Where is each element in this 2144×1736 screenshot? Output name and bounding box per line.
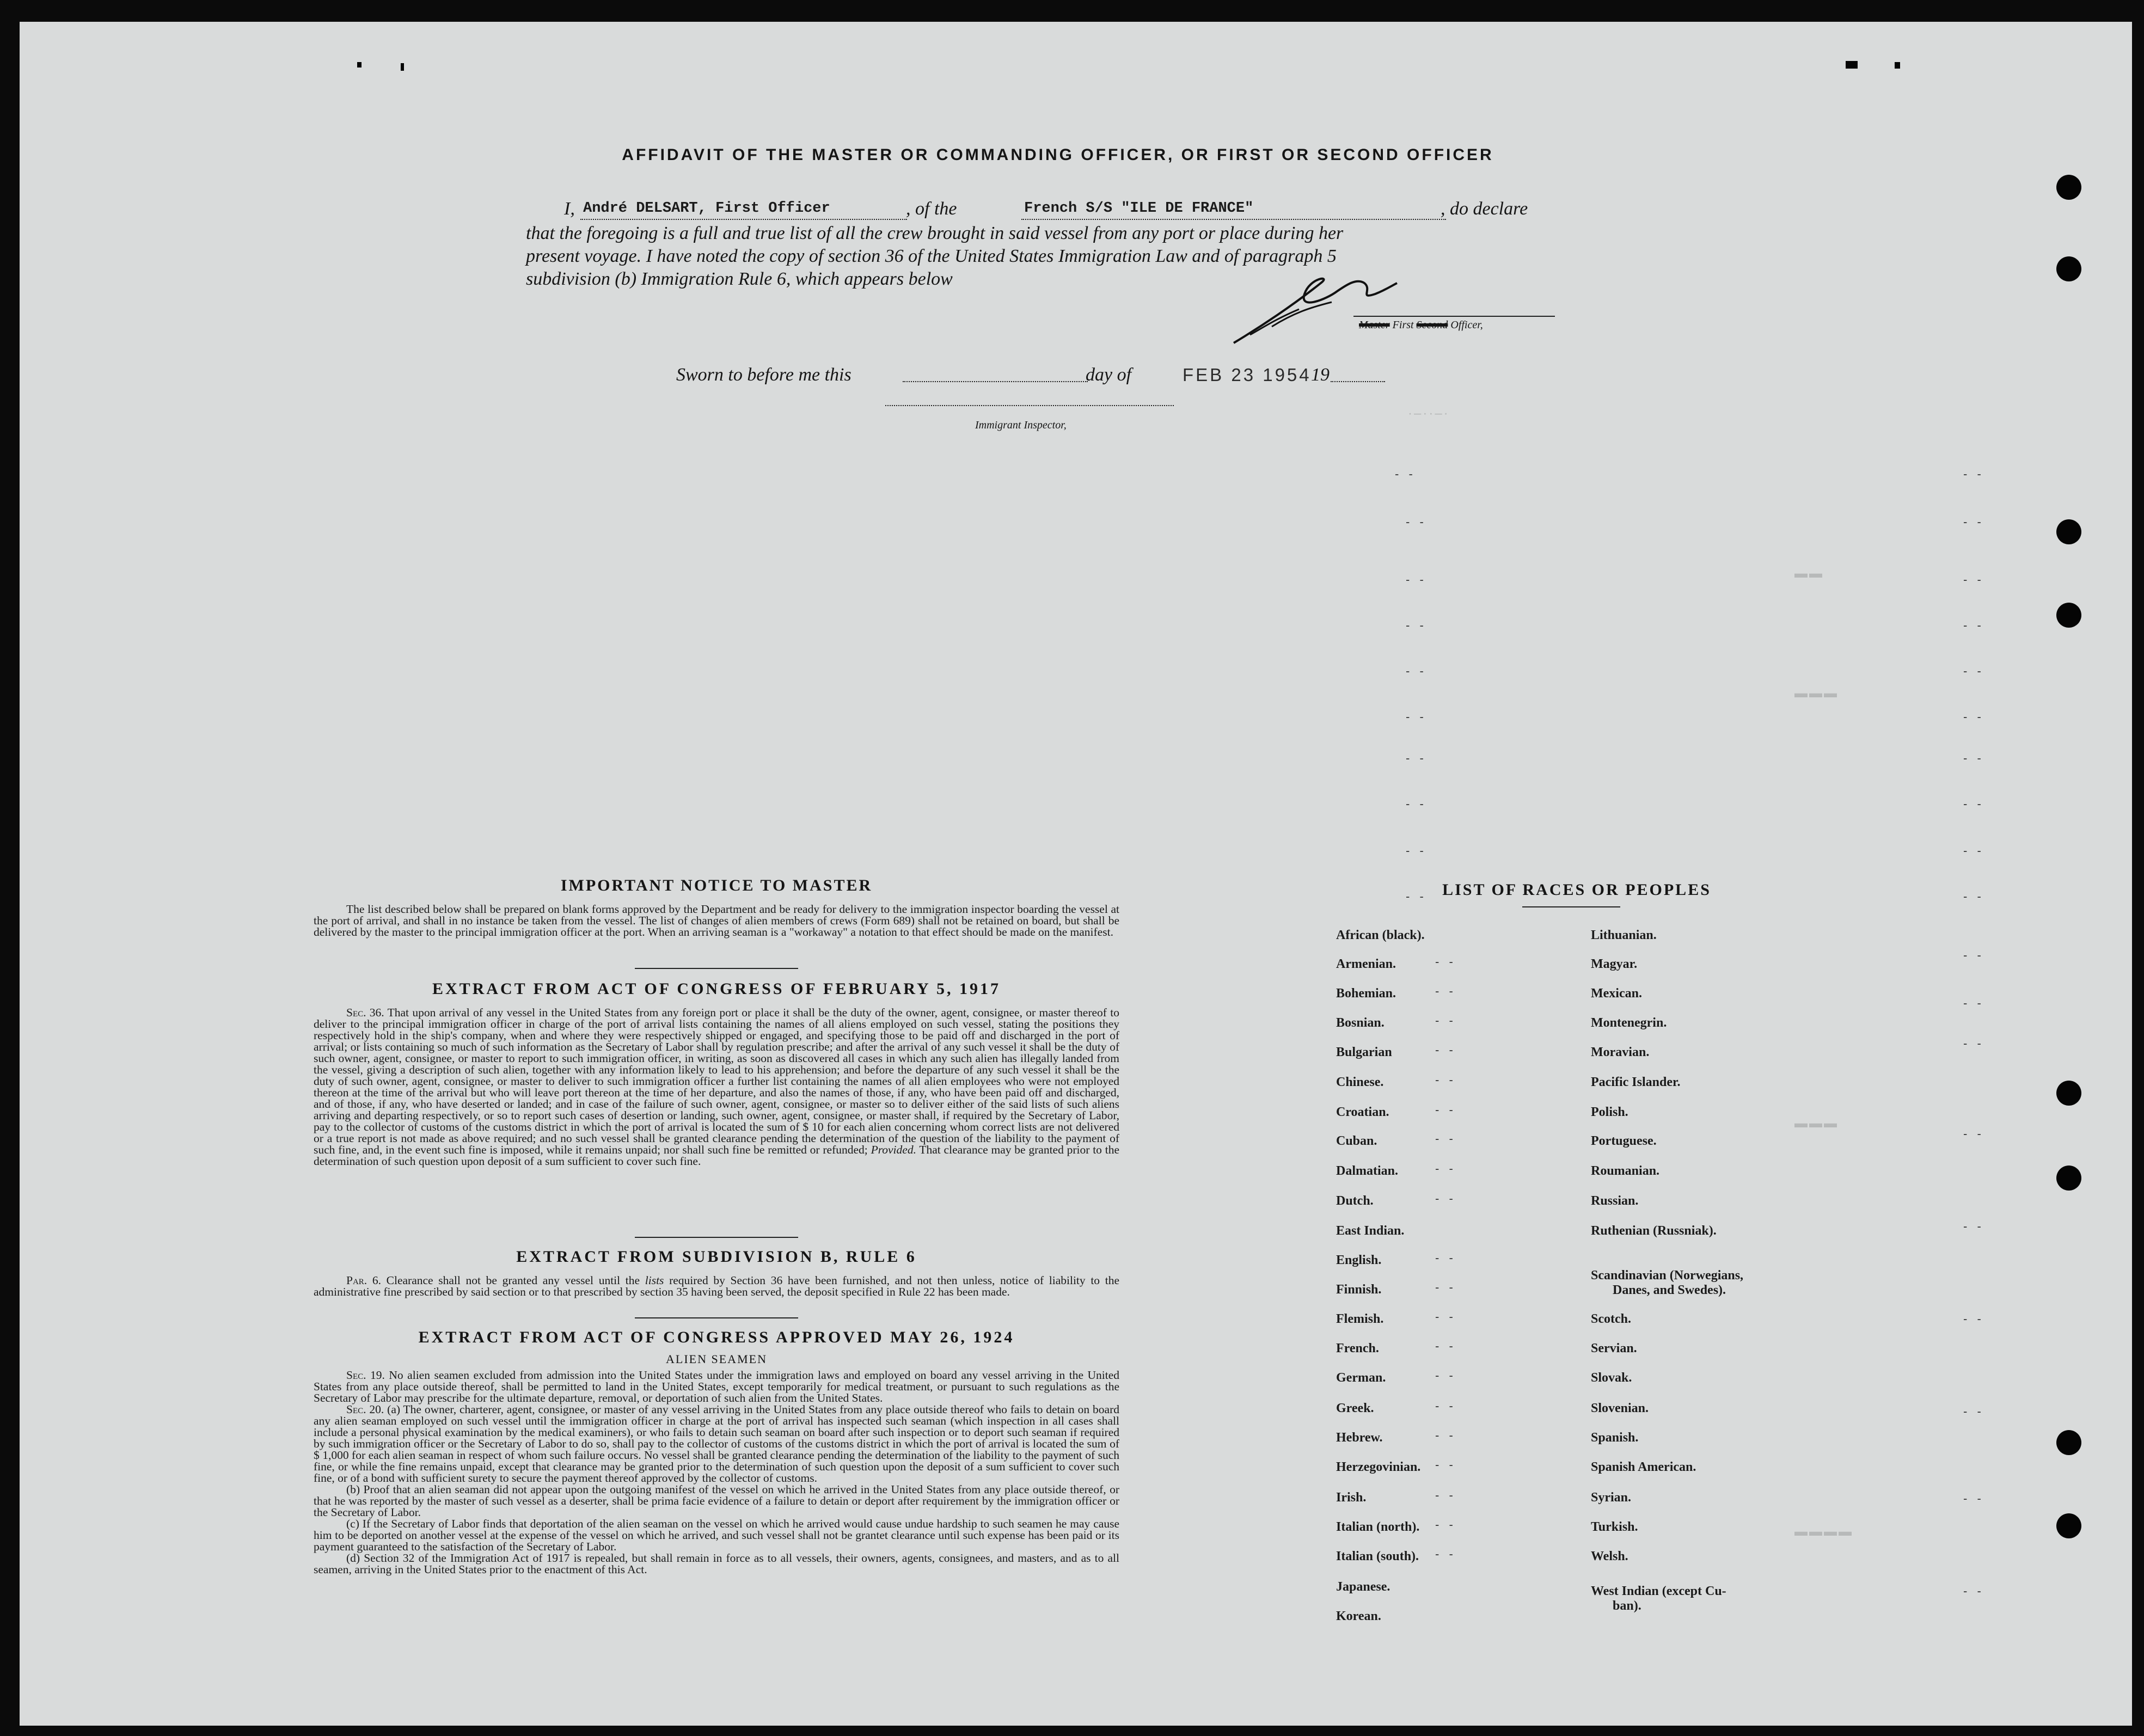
race-item: Hebrew. <box>1336 1431 1383 1445</box>
notice-divider <box>635 968 798 969</box>
ditto-mark: - - <box>1406 751 1427 765</box>
ditto-mark: - - <box>1963 1219 1984 1233</box>
ditto-mark: - - <box>1435 1310 1456 1323</box>
binder-hole <box>2056 1165 2081 1191</box>
ditto-mark: - - <box>1963 618 1984 632</box>
bleed-through-text: ▬▬▬ <box>1794 686 1839 701</box>
race-item: English. <box>1336 1253 1382 1267</box>
ditto-mark: - - <box>1435 1073 1456 1087</box>
race-item: Flemish. <box>1336 1312 1384 1326</box>
bleed-through-text: ·–··–· <box>1408 406 1450 421</box>
rule6-title: EXTRACT FROM SUBDIVISION B, RULE 6 <box>516 1248 917 1266</box>
binder-hole <box>2056 1430 2081 1455</box>
vessel-name: French S/S "ILE DE FRANCE" <box>1024 200 1254 217</box>
par-6-label: Par. 6. <box>346 1274 381 1287</box>
ditto-mark: - - <box>1963 1404 1984 1418</box>
corner-mark <box>1895 62 1900 69</box>
bleed-through-text: ▬▬▬▬ <box>1794 1524 1853 1539</box>
bleed-through-text: ▬▬ <box>1794 566 1824 581</box>
race-item: Ruthenian (Russniak). <box>1591 1224 1717 1238</box>
binder-hole <box>2056 175 2081 200</box>
race-item: Finnish. <box>1336 1283 1382 1297</box>
race-item: Roumanian. <box>1591 1164 1660 1178</box>
ditto-mark: - - <box>1963 467 1984 481</box>
sec-19-text: No alien seamen excluded from admission into the United States under the immigration laws and employed on board any vessel arriving in the United States from any place outside thereof, shall be permitted to land in the United States, except temporarily for medical treatment, or pursuant to such regulations as the Secretary of Labor may prescribe for the ultimate departure, removal, or deportation of such alien from the United States. <box>314 1369 1120 1404</box>
year-prefix: 19 <box>1311 365 1330 385</box>
race-item: Scandinavian (Norwegians, <box>1591 1268 1744 1283</box>
ditto-mark: - - <box>1406 573 1427 586</box>
ditto-mark: - - <box>1963 797 1984 811</box>
race-item: West Indian (except Cu- <box>1591 1584 1726 1598</box>
extract-1917-title: EXTRACT FROM ACT OF CONGRESS OF FEBRUARY 5, 1917 <box>432 980 1001 998</box>
race-item: German. <box>1336 1371 1386 1385</box>
race-item: French. <box>1336 1341 1379 1355</box>
ditto-mark: - - <box>1963 1492 1984 1505</box>
name-underline <box>580 219 907 220</box>
ditto-mark: - - <box>1435 1280 1456 1294</box>
race-item: Magyar. <box>1591 957 1638 971</box>
binder-hole <box>2056 1081 2081 1106</box>
ditto-mark: - - <box>1435 1458 1456 1471</box>
ditto-mark: - - <box>1963 890 1984 903</box>
race-item: Korean. <box>1336 1609 1381 1623</box>
ditto-mark: - - <box>1435 1339 1456 1353</box>
ditto-mark: - - <box>1435 1428 1456 1442</box>
binder-hole <box>2056 603 2081 628</box>
sec-36-text-end: That clearance may be granted prior to the determination of such question upon deposit of a sum sufficient to cover such fine. <box>314 1143 1119 1168</box>
sec-36-label: Sec. 36. <box>346 1006 384 1019</box>
ditto-mark: - - <box>1963 710 1984 723</box>
ditto-mark: - - <box>1435 1103 1456 1117</box>
first-label: First <box>1392 319 1414 331</box>
affidavit-i: I, <box>564 199 575 219</box>
extract-1917-text <box>314 1007 1119 1167</box>
corner-mark <box>401 63 404 71</box>
signature-line <box>1353 316 1555 317</box>
race-item: Cuban. <box>1336 1134 1377 1148</box>
ditto-mark: - - <box>1435 1547 1456 1561</box>
race-item: Dalmatian. <box>1336 1164 1398 1178</box>
affidavit-line-4: subdivision (b) Immigration Rule 6, which appears below <box>526 269 953 289</box>
race-item: ban). <box>1613 1599 1641 1613</box>
race-item: Russian. <box>1591 1194 1639 1208</box>
rule6-divider <box>635 1317 798 1318</box>
ditto-mark: - - <box>1395 467 1416 481</box>
sec-20c-paragraph: (c) If the Secretary of Labor finds that deportation of the alien seaman on the vessel on which he arrived would cause undue hardship to such seamen he may cause him to be deported on another vessel at the expense of the vessel on which he arrived, and such vessel shall not be grantet clearance until such expense has been paid or its payment guaranteed to the satisfaction of the Secretary of Labor. <box>314 1517 1119 1553</box>
ditto-mark: - - <box>1963 1584 1984 1598</box>
lists-word: lists <box>645 1274 664 1287</box>
race-item: Armenian. <box>1336 957 1396 971</box>
date-stamp: FEB 23 1954 <box>1183 365 1312 385</box>
race-item: Welsh. <box>1591 1549 1628 1563</box>
ditto-mark: - - <box>1963 948 1984 962</box>
race-item: Spanish American. <box>1591 1460 1696 1474</box>
binder-hole <box>2056 1513 2081 1538</box>
ditto-mark: - - <box>1435 1488 1456 1502</box>
document-page <box>20 22 2132 1726</box>
sec-36-paragraph <box>314 1007 1119 1167</box>
binder-hole <box>2056 519 2081 544</box>
ditto-mark: - - <box>1963 1036 1984 1050</box>
notice-paragraph: The list described below shall be prepared on blank forms approved by the Department and be ready for delivery to the immigration inspector boarding the vessel at the port of arrival, and shall in no instance be taken from the vessel. The list of changes of alien members of crews (Form 689) shall not be retained on board, but shall be delivered by the master to the principal immigration officer at the port. When an arriving seaman is a "workaway" a notation to that effect should be made on the manifest. <box>314 903 1119 938</box>
corner-mark <box>357 62 362 68</box>
race-item: Dutch. <box>1336 1194 1374 1208</box>
affiant-name: André DELSART, First Officer <box>583 200 830 217</box>
officer-label: Officer, <box>1450 319 1483 331</box>
affidavit-line-3: present voyage. I have noted the copy of section 36 of the United States Immigration Law and of paragraph 5 <box>526 246 1337 266</box>
ditto-mark: - - <box>1963 751 1984 765</box>
race-item: Portuguese. <box>1591 1134 1657 1148</box>
binder-hole <box>2056 256 2081 281</box>
par-6-text-a: Clearance shall not be granted any vessel until the <box>386 1274 640 1287</box>
provided-word: Provided. <box>871 1143 916 1156</box>
race-item: Italian (south). <box>1336 1549 1419 1563</box>
ditto-mark: - - <box>1406 664 1427 678</box>
ditto-mark: - - <box>1435 955 1456 968</box>
race-item: Japanese. <box>1336 1580 1390 1594</box>
affidavit-do-declare: , do declare <box>1441 199 1528 219</box>
ditto-mark: - - <box>1435 1399 1456 1413</box>
inspector-line <box>885 405 1174 406</box>
ditto-mark: - - <box>1435 1518 1456 1531</box>
ditto-mark: - - <box>1406 618 1427 632</box>
sec-20-label: Sec. 20. <box>346 1403 384 1416</box>
extract-1924-title: EXTRACT FROM ACT OF CONGRESS APPROVED MAY 26, 1924 <box>418 1328 1015 1346</box>
race-item: Syrian. <box>1591 1490 1632 1505</box>
ditto-mark: - - <box>1435 1192 1456 1205</box>
race-item: Lithuanian. <box>1591 928 1657 942</box>
race-item: Croatian. <box>1336 1105 1389 1119</box>
races-divider <box>1522 906 1620 907</box>
ditto-mark: - - <box>1435 1251 1456 1265</box>
race-item: East Indian. <box>1336 1224 1405 1238</box>
inspector-label: Immigrant Inspector, <box>975 419 1067 431</box>
sworn-day-line <box>903 381 1088 382</box>
sworn-label: Sworn to before me this <box>676 365 852 385</box>
ditto-mark: - - <box>1435 1369 1456 1382</box>
sec-19-paragraph <box>314 1370 1119 1404</box>
race-item: Slovenian. <box>1591 1401 1649 1415</box>
sec-20b-paragraph: (b) Proof that an alien seaman did not appear upon the outgoing manifest of the vessel on which he arrived in the United States from any place outside thereof, or that he was reported by the master of such vessel as a deserter, shall be prima facie evidence of a failure to detain or deport after requirement by the immigration officer or the Secretary of Labor. <box>314 1483 1119 1519</box>
race-item: Polish. <box>1591 1105 1628 1119</box>
ditto-mark: - - <box>1963 1312 1984 1326</box>
bleed-through-text: ▬▬▬ <box>1794 1116 1839 1131</box>
ditto-mark: - - <box>1963 573 1984 586</box>
race-item: African (black). <box>1336 928 1425 942</box>
ditto-mark: - - <box>1406 515 1427 529</box>
race-item: Mexican. <box>1591 986 1642 1001</box>
sec-36-text: That upon arrival of any vessel in the United States from any foreign port or place it shall be the duty of the owner, agent, consignee, or master thereof to deliver to the principal immigration officer in charge of the port of arrival lists containing the names of all aliens employed on such vessel, stating the positions they respectively hold in the ship's company, when and where they were respectively shipped or engaged, and specifying those to be paid off and discharged in the port of arrival; or lists containing so much of such information as the Secretary of Labor shall by regulation prescribe; and after the arrival of any such vessel it shall be the duty of such owner, agent, consignee, or master to report to such immigration officer, in writing, as soon as discovered all cases in which any such alien has illegally landed from the vessel, giving a description of such alien, together with any information likely to lead to his apprehension; and before the departure of any such vessel it shall be the duty of such owner, agent, consignee, or master to deliver to such immigration officer a further list containing the names of all alien employees who were not employed thereon at the time of the arrival but who will leave port thereon at the time of her departure, and also the names of those, if any, who have been paid off and discharged, and of those, if any, who have deserted or landed; and in case of the failure of such owner, agent, consignee, or master so to deliver either of the said lists of such aliens arriving and departing respectively, or so to report such cases of desertion or landing, such owner, agent, consignee, or master shall, if required by the Secretary of Labor, pay to the collector of customs of the customs district in which the port of arrival is located the sum of $ 10 for each alien concerning whom correct lists are not delivered or a true report is not made as above required; and no such vessel shall be granted clearance pending the determination of the question of the liability to the payment of such fine, and, in the event such fine is imposed, while it remains unpaid; nor shall such fine be remitted or refunded; <box>314 1006 1119 1156</box>
affidavit-line-2: that the foregoing is a full and true list of all the crew brought in said vessel from any port or place during her <box>526 223 1344 243</box>
race-item: Slovak. <box>1591 1371 1632 1385</box>
officer-signature <box>1228 261 1413 348</box>
alien-seamen-subtitle: ALIEN SEAMEN <box>666 1352 767 1366</box>
sec-20a-text: (a) The owner, charterer, agent, consignee, or master of any vessel arriving in the United States from any place outside thereof who fails to detain on board any alien seaman employed on such vessel until the immigration officer in charge at the port of arrival has inspected such seaman (which inspection in all cases shall include a personal physical examination by the medical examiners), or who fails to detain such seaman on board after such inspection or to deport such seaman if required by such immigration officer or the Secretary of Labor to do so, shall pay to the collector of customs of the customs district in which the port of arrival is located the sum of $ 1,000 for each alien seaman in respect of whom such failure occurs. No vessel shall be granted clearance pending the determination of the liability to the payment of such fine, or while the fine remains unpaid, except that clearance may be granted prior to the determination of such question upon the deposit of a sum sufficient to cover such fine, or of a bond with sufficient surety to secure the payment thereof approved by the collector of customs. <box>314 1403 1120 1485</box>
extract-1924-text <box>314 1370 1119 1575</box>
ditto-mark: - - <box>1435 1162 1456 1175</box>
day-of-label: day of <box>1086 365 1132 385</box>
ditto-mark: - - <box>1406 844 1427 857</box>
ditto-mark: - - <box>1435 984 1456 998</box>
ditto-mark: - - <box>1963 844 1984 857</box>
rule6-text <box>314 1275 1119 1298</box>
race-item: Scotch. <box>1591 1312 1631 1326</box>
notice-title: IMPORTANT NOTICE TO MASTER <box>560 876 873 894</box>
ditto-mark: - - <box>1406 710 1427 723</box>
vessel-underline <box>1021 219 1446 220</box>
ditto-mark: - - <box>1963 664 1984 678</box>
affidavit-title: AFFIDAVIT OF THE MASTER OR COMMANDING OFFICER, OR FIRST OR SECOND OFFICER <box>622 146 1494 164</box>
race-item: Bosnian. <box>1336 1016 1385 1030</box>
race-item: Italian (north). <box>1336 1520 1420 1534</box>
sec-20d-paragraph: (d) Section 32 of the Immigration Act of 1917 is repealed, but shall remain in force as to all vessels, their owners, agents, consignees, and masters, and as to all seamen, arriving in the United States prior to the enactment of this Act. <box>314 1551 1119 1576</box>
race-item: Chinese. <box>1336 1075 1384 1089</box>
race-item: Herzegovinian. <box>1336 1460 1421 1474</box>
race-item: Moravian. <box>1591 1045 1650 1059</box>
ditto-mark: - - <box>1963 515 1984 529</box>
race-item: Greek. <box>1336 1401 1374 1415</box>
race-item: Spanish. <box>1591 1431 1639 1445</box>
ditto-mark: - - <box>1963 996 1984 1010</box>
extract-1917-divider <box>635 1237 798 1238</box>
race-item: Servian. <box>1591 1341 1637 1355</box>
race-item: Bohemian. <box>1336 986 1396 1001</box>
officer-title <box>1359 319 1483 332</box>
race-item: Danes, and Swedes). <box>1613 1283 1726 1297</box>
sec-20a-paragraph <box>314 1404 1119 1484</box>
par-6-paragraph <box>314 1275 1119 1298</box>
race-item: Bulgarian <box>1336 1045 1392 1059</box>
ditto-mark: - - <box>1406 890 1427 903</box>
race-item: Pacific Islander. <box>1591 1075 1681 1089</box>
race-item: Turkish. <box>1591 1520 1638 1534</box>
ditto-mark: - - <box>1963 1127 1984 1140</box>
corner-mark <box>1846 61 1858 69</box>
races-title: LIST OF RACES OR PEOPLES <box>1442 881 1711 899</box>
master-struck: Master <box>1359 319 1390 331</box>
ditto-mark: - - <box>1435 1014 1456 1027</box>
notice-text <box>314 904 1119 938</box>
affidavit-of-the: , of the <box>906 199 957 219</box>
ditto-mark: - - <box>1406 797 1427 811</box>
ditto-mark: - - <box>1435 1132 1456 1145</box>
sec-19-label: Sec. 19. <box>346 1369 385 1382</box>
second-struck: Second <box>1416 319 1448 331</box>
race-item: Montenegrin. <box>1591 1016 1667 1030</box>
year-line <box>1331 381 1385 382</box>
ditto-mark: - - <box>1435 1043 1456 1057</box>
race-item: Irish. <box>1336 1490 1367 1505</box>
par-6-text-b: required by Section 36 have been furnished, and not then unless, notice of liability to the administrative fine prescribed by said section or to that prescribed by section 35 having been served, the deposit specified in Rule 22 has been made. <box>314 1274 1119 1298</box>
